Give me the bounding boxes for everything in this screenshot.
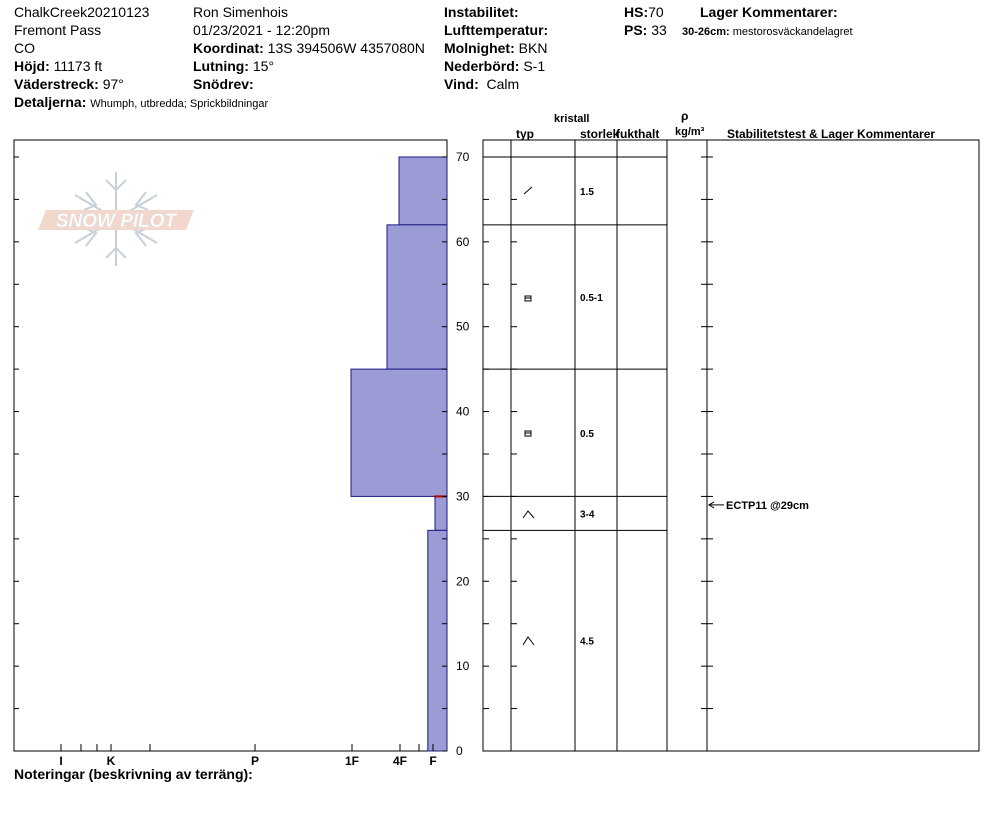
precip-label: Nederbörd: (444, 58, 520, 74)
hardness-layer-bar (428, 530, 447, 751)
hardness-label: P (250, 754, 260, 768)
layer-comments-label: Lager Kommentarer: (700, 4, 838, 20)
wind-value: Calm (486, 76, 520, 92)
notes-label: Noteringar (beskrivning av terräng): (14, 766, 253, 782)
hs-label: HS: (624, 4, 649, 20)
drift-label: Snödrev: (193, 76, 254, 92)
sky-label: Molnighet: (444, 40, 515, 56)
crystal-size-label: 0.5 (580, 428, 594, 440)
aspect-value: 97° (102, 76, 124, 92)
depth-hoar-icon (523, 637, 534, 645)
depth-label: 40 (456, 404, 470, 419)
hardness-layer-bar (351, 369, 447, 496)
depth-label: 10 (456, 659, 470, 674)
crystal-size-label: 0.5-1 (580, 292, 603, 304)
hardness-label: 1F (344, 754, 360, 768)
hardness-layer-bar (399, 157, 447, 225)
depth-axis-labels (456, 150, 470, 758)
header-kristall: kristall (554, 113, 590, 125)
elevation-label: Höjd: (14, 58, 50, 74)
ps-value: 33 (651, 22, 667, 38)
depth-label: 20 (456, 574, 470, 589)
slope-label: Lutning: (193, 58, 249, 74)
instability-label: Instabilitet: (444, 4, 519, 20)
header-density-unit: kg/m³ (675, 126, 705, 138)
precip-value: S-1 (523, 58, 546, 74)
hs-value: 70 (648, 4, 664, 20)
decomposing-fragments-icon (524, 187, 532, 194)
hardness-layers (351, 157, 447, 751)
layer-comment-range: 30-26cm: (682, 26, 730, 38)
observer-name: Ron Simenhois (193, 4, 288, 20)
depth-ticks-left (14, 157, 19, 751)
hardness-ticks (61, 744, 433, 751)
hardness-label: F (429, 754, 437, 768)
hardness-layer-bar (387, 225, 447, 369)
details-value: Whumph, utbredda; Sprickbildningar (90, 98, 269, 110)
elevation-value: 11173 ft (53, 58, 103, 74)
logo-text: SNOW PILOT (55, 211, 177, 232)
location-name: Fremont Pass (14, 22, 102, 38)
hardness-label: 4F (392, 754, 408, 768)
air-temp-label: Lufttemperatur: (444, 22, 549, 38)
slope-value: 15° (252, 58, 275, 74)
aspect-label: Väderstreck: (14, 76, 99, 92)
location-state: CO (14, 40, 35, 56)
depth-hoar-icon (523, 511, 534, 518)
depth-label: 50 (456, 319, 470, 334)
stability-test-label: ECTP11 @29cm (726, 499, 809, 512)
profile-name: ChalkCreek20210123 (14, 4, 150, 20)
depth-label: 0 (456, 744, 463, 758)
hardness-layer-bar (435, 496, 447, 530)
depth-label: 70 (456, 149, 470, 164)
crystal-size-label: 1.5 (580, 186, 594, 198)
layer-table-ticks (483, 157, 713, 751)
crystal-type-icons (523, 187, 534, 645)
details-label: Detaljerna: (14, 94, 87, 110)
layer-table-columns (511, 140, 707, 751)
header-typ: typ (516, 127, 534, 141)
hardness-label: I (59, 754, 63, 768)
sky-value: BKN (518, 40, 548, 56)
crystal-size-label: 3-4 (580, 509, 595, 521)
header-storlek: storlek (580, 127, 620, 141)
stability-test-marker (709, 500, 809, 512)
depth-label: 30 (456, 489, 470, 504)
coordinate-label: Koordinat: (193, 40, 264, 56)
header-fukthalt: fukthalt (616, 127, 660, 141)
wind-label: Vind: (444, 76, 479, 92)
layer-comment-text: mestorosväckandelagret (732, 26, 853, 38)
header-stability: Stabilitetstest & Lager Kommentarer (727, 127, 936, 141)
snowpilot-logo (38, 172, 194, 266)
depth-label: 60 (456, 234, 470, 249)
layer-table-frame (483, 140, 979, 751)
hardness-label: K (106, 754, 116, 768)
crystal-size-label: 4.5 (580, 636, 594, 648)
ps-label: PS: (624, 22, 648, 38)
crystal-size-labels (580, 187, 603, 648)
observation-datetime: 01/23/2021 - 12:20pm (193, 22, 330, 38)
coordinate-value: 13S 394506W 4357080N (267, 40, 425, 56)
header-rho: ρ (681, 109, 689, 123)
